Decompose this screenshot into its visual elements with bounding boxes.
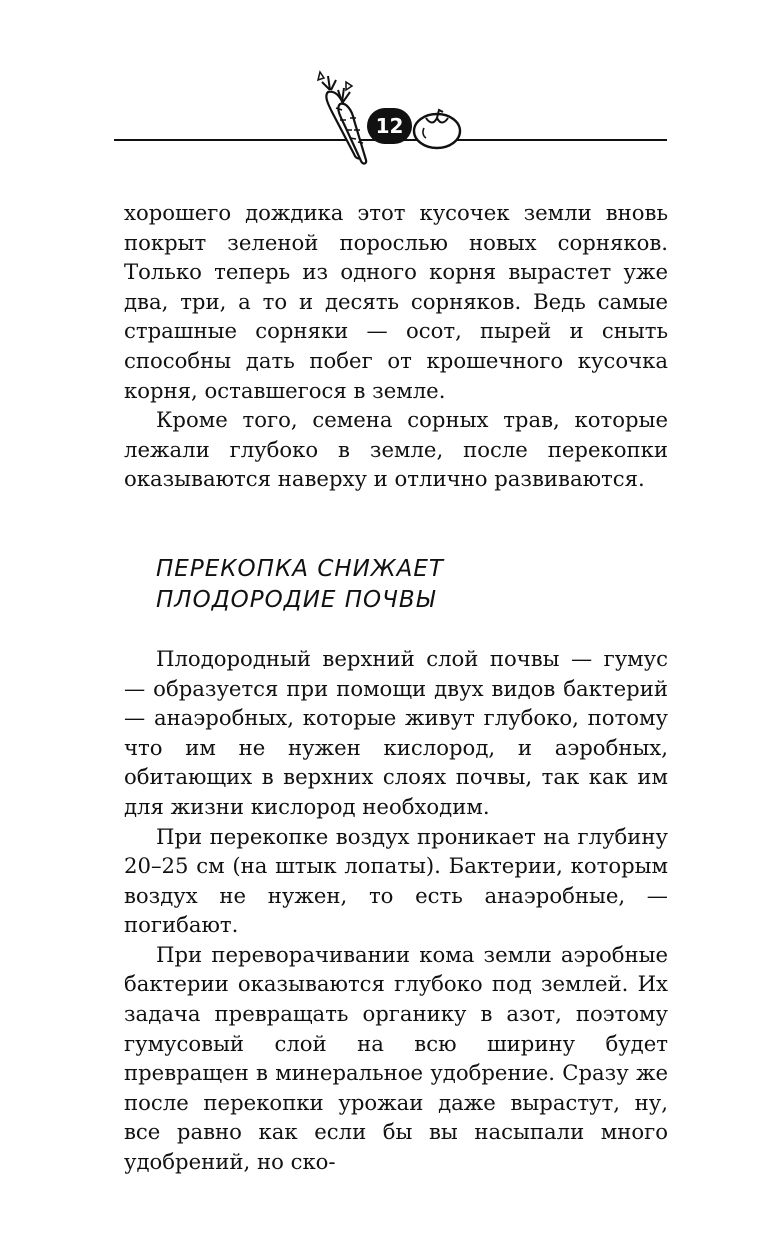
section-heading-line: ПЕРЕКОПКА СНИЖАЕТ xyxy=(156,555,444,582)
section-heading-line: ПЛОДОРОДИЕ ПОЧВЫ xyxy=(156,586,436,613)
page-number-badge: 12 xyxy=(367,108,412,144)
paragraph: Кроме того, семена сорных трав, которые лежали глубоко в земле, после перекопки оказываются наверху и отлично развиваются. xyxy=(124,407,668,492)
tomato-icon xyxy=(410,104,464,150)
carrot-icon xyxy=(306,68,378,168)
page-header xyxy=(0,0,768,170)
section-heading xyxy=(156,554,668,616)
paragraph: При перекопке воздух проникает на глубину 20–25 см (на штык лопаты). Бактерии, которым воздух не нужен, то есть анаэробные, — погибают. xyxy=(124,823,668,938)
paragraph: хорошего дождика этот кусочек земли вновь покрыт зеленой порослью новых сорняков. Только теперь из одного корня вырастет уже два, три, а то и десять сорняков. Ведь самые страшные сорняки — осот, пырей и сныть способны дать побег от крошечного кусочка корня, оставшегося в земле. xyxy=(124,200,668,403)
paragraph: При переворачивании кома земли аэробные бактерии оказываются глубоко под землей. Их задача превращать органику в азот, поэтому гумусовый слой на всю ширину будет превращен в минеральное удобрение. Сразу же после перекопки урожаи даже вырастут, ну, все равно как если бы вы насыпали много удобрений, но ско- xyxy=(124,941,668,1175)
page-body xyxy=(124,198,668,1177)
paragraph: Плодородный верхний слой почвы — гумус — образуется при помощи двух видов бактерий — анаэробных, которые живут глубоко, потому что им не нужен кислород, и аэробных, обитающих в верхних слоях почвы, так как им для жизни кислород необходим. xyxy=(124,645,668,819)
